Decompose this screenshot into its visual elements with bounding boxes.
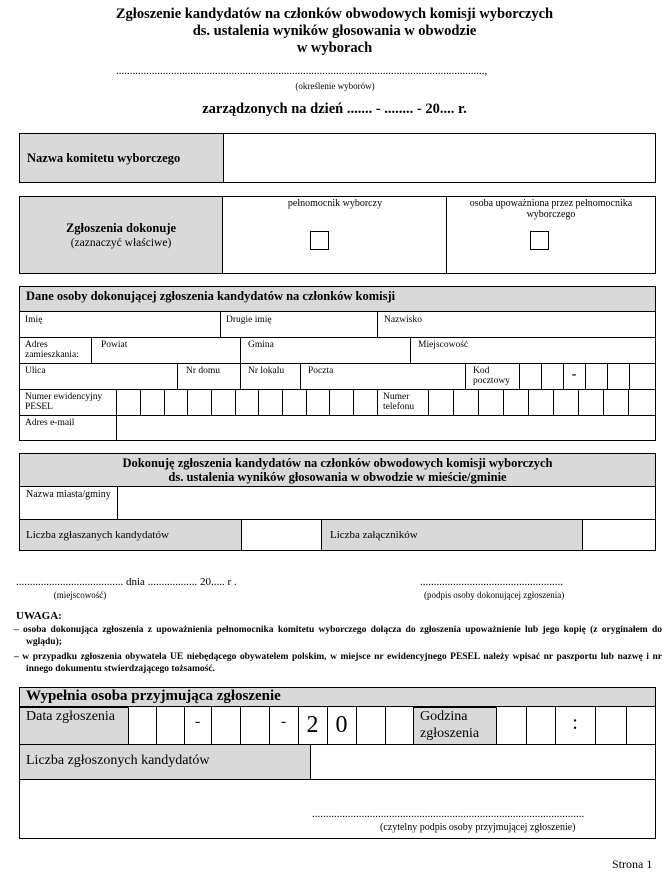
email-input[interactable]	[117, 416, 655, 440]
person-section-title: Dane osoby dokonującej zgłoszenia kandydatów na członków komisji	[26, 289, 396, 303]
time-label: Godzina zgłoszenia	[420, 709, 480, 741]
post-label: Poczta	[308, 366, 334, 376]
middle-name-label: Drugie imię	[226, 315, 272, 325]
receipt-date-input[interactable]	[130, 708, 385, 744]
first-name-label: Imię	[25, 315, 43, 325]
city-input[interactable]	[118, 488, 655, 518]
note-1: – osoba dokonująca zgłoszenia z upoważnienia pełnomocnika komitetu wyborczego dołącza do zgłoszenia upoważnienie lub jego kopię (z oryginałem do wglądu);	[14, 625, 662, 647]
candidates-count-input[interactable]	[243, 520, 321, 550]
attachments-label: Liczba załączników	[330, 529, 418, 541]
submitter-signature-field[interactable]: ....................................................	[420, 576, 563, 588]
email-label: Adres e-mail	[25, 418, 75, 428]
note-2: – w przypadku zgłoszenia obywatela UE niebędącego obywatelem polskim, w miejsce nr ewidencyjnego PESEL należy wpisać nr paszportu lub nazwę i nr innego dokumentu stwierdzającego tożsamość.	[14, 652, 662, 674]
street-label: Ulica	[25, 366, 46, 376]
apt-no-label: Nr lokalu	[248, 366, 285, 376]
postal-code-dash: -	[571, 367, 577, 382]
date-label: Data zgłoszenia	[26, 709, 116, 724]
option-authorized-checkbox[interactable]	[530, 231, 549, 250]
commune-input[interactable]	[241, 350, 409, 362]
candidates-count-label: Liczba zgłaszanych kandydatów	[26, 529, 169, 541]
postal-code-label: Kod pocztowy	[473, 366, 510, 386]
county-input[interactable]	[92, 350, 239, 362]
received-count-input[interactable]	[312, 745, 655, 779]
post-input[interactable]	[301, 376, 464, 388]
receiver-signature-caption: (czytelny podpis osoby przyjmującej zgłoszenie)	[380, 822, 576, 833]
phone-input[interactable]	[429, 390, 655, 414]
option-proxy-checkbox[interactable]	[310, 231, 329, 250]
city-label: Nazwa miasta/gminy	[26, 489, 111, 500]
place-date-field[interactable]: ....................................... dnia .................. 20..... r .	[16, 576, 237, 588]
elections-field[interactable]: ......................................................................................................................................,	[116, 65, 488, 77]
last-name-label: Nazwisko	[384, 315, 422, 325]
receiver-signature-field[interactable]: ...................................................................................................	[312, 808, 585, 820]
submitter-divider	[446, 197, 447, 273]
option-authorized-label: osoba upoważniona przez pełnomocnika wyborczego	[469, 198, 633, 220]
locality-input[interactable]	[411, 350, 655, 362]
time-colon: :	[572, 712, 578, 734]
date-dash-2: -	[280, 713, 287, 730]
submitter-label: Zgłoszenia dokonuje	[65, 221, 177, 235]
middle-name-input[interactable]	[221, 325, 376, 336]
locality-label: Miejscowość	[418, 340, 469, 350]
street-input[interactable]	[20, 376, 176, 388]
submitter-hint: (zaznaczyć właściwe)	[70, 237, 172, 249]
year-digit-2: 2	[306, 712, 319, 738]
pesel-input[interactable]	[117, 390, 377, 414]
date-dash-1: -	[194, 713, 201, 730]
option-proxy-label: pełnomocnik wyborczy	[287, 198, 383, 209]
county-label: Powiat	[101, 340, 128, 350]
notes-title: UWAGA:	[16, 610, 62, 622]
address-label: Adres zamieszkania:	[25, 340, 79, 360]
attachments-input[interactable]	[584, 520, 655, 550]
phone-label: Numer telefonu	[383, 392, 415, 412]
form-title: Zgłoszenie kandydatów na członków obwodowych komisji wyborczych ds. ustalenia wyników głosowania w obwodzie w wyborach	[115, 6, 554, 56]
committee-label: Nazwa komitetu wyborczego	[27, 151, 181, 165]
place-caption: (miejscowość)	[53, 590, 107, 600]
pesel-label: Numer ewidencyjny PESEL	[25, 392, 103, 412]
house-no-label: Nr domu	[186, 366, 221, 376]
received-count-label: Liczba zgłoszonych kandydatów	[26, 753, 210, 768]
signature-caption: (podpis osoby dokonującej zgłoszenia)	[424, 590, 565, 600]
committee-input[interactable]	[224, 134, 655, 182]
first-name-input[interactable]	[20, 325, 219, 336]
ordered-date: zarządzonych na dzień ....... - ........ - 20.... r.	[202, 101, 467, 117]
receipt-title: Wypełnia osoba przyjmująca zgłoszenie	[26, 688, 281, 704]
last-name-input[interactable]	[378, 325, 655, 336]
page-number: Strona 1	[612, 857, 653, 871]
commune-label: Gmina	[248, 340, 274, 350]
receipt-time-input[interactable]	[498, 708, 655, 744]
declaration-title: Dokonuję zgłoszenia kandydatów na członków obwodowych komisji wyborczych ds. ustalenia wyników głosowania w obwodzie w mieście/gminie	[122, 456, 553, 484]
year-digit-0: 0	[335, 712, 348, 738]
elections-caption: (określenie wyborów)	[295, 81, 375, 91]
